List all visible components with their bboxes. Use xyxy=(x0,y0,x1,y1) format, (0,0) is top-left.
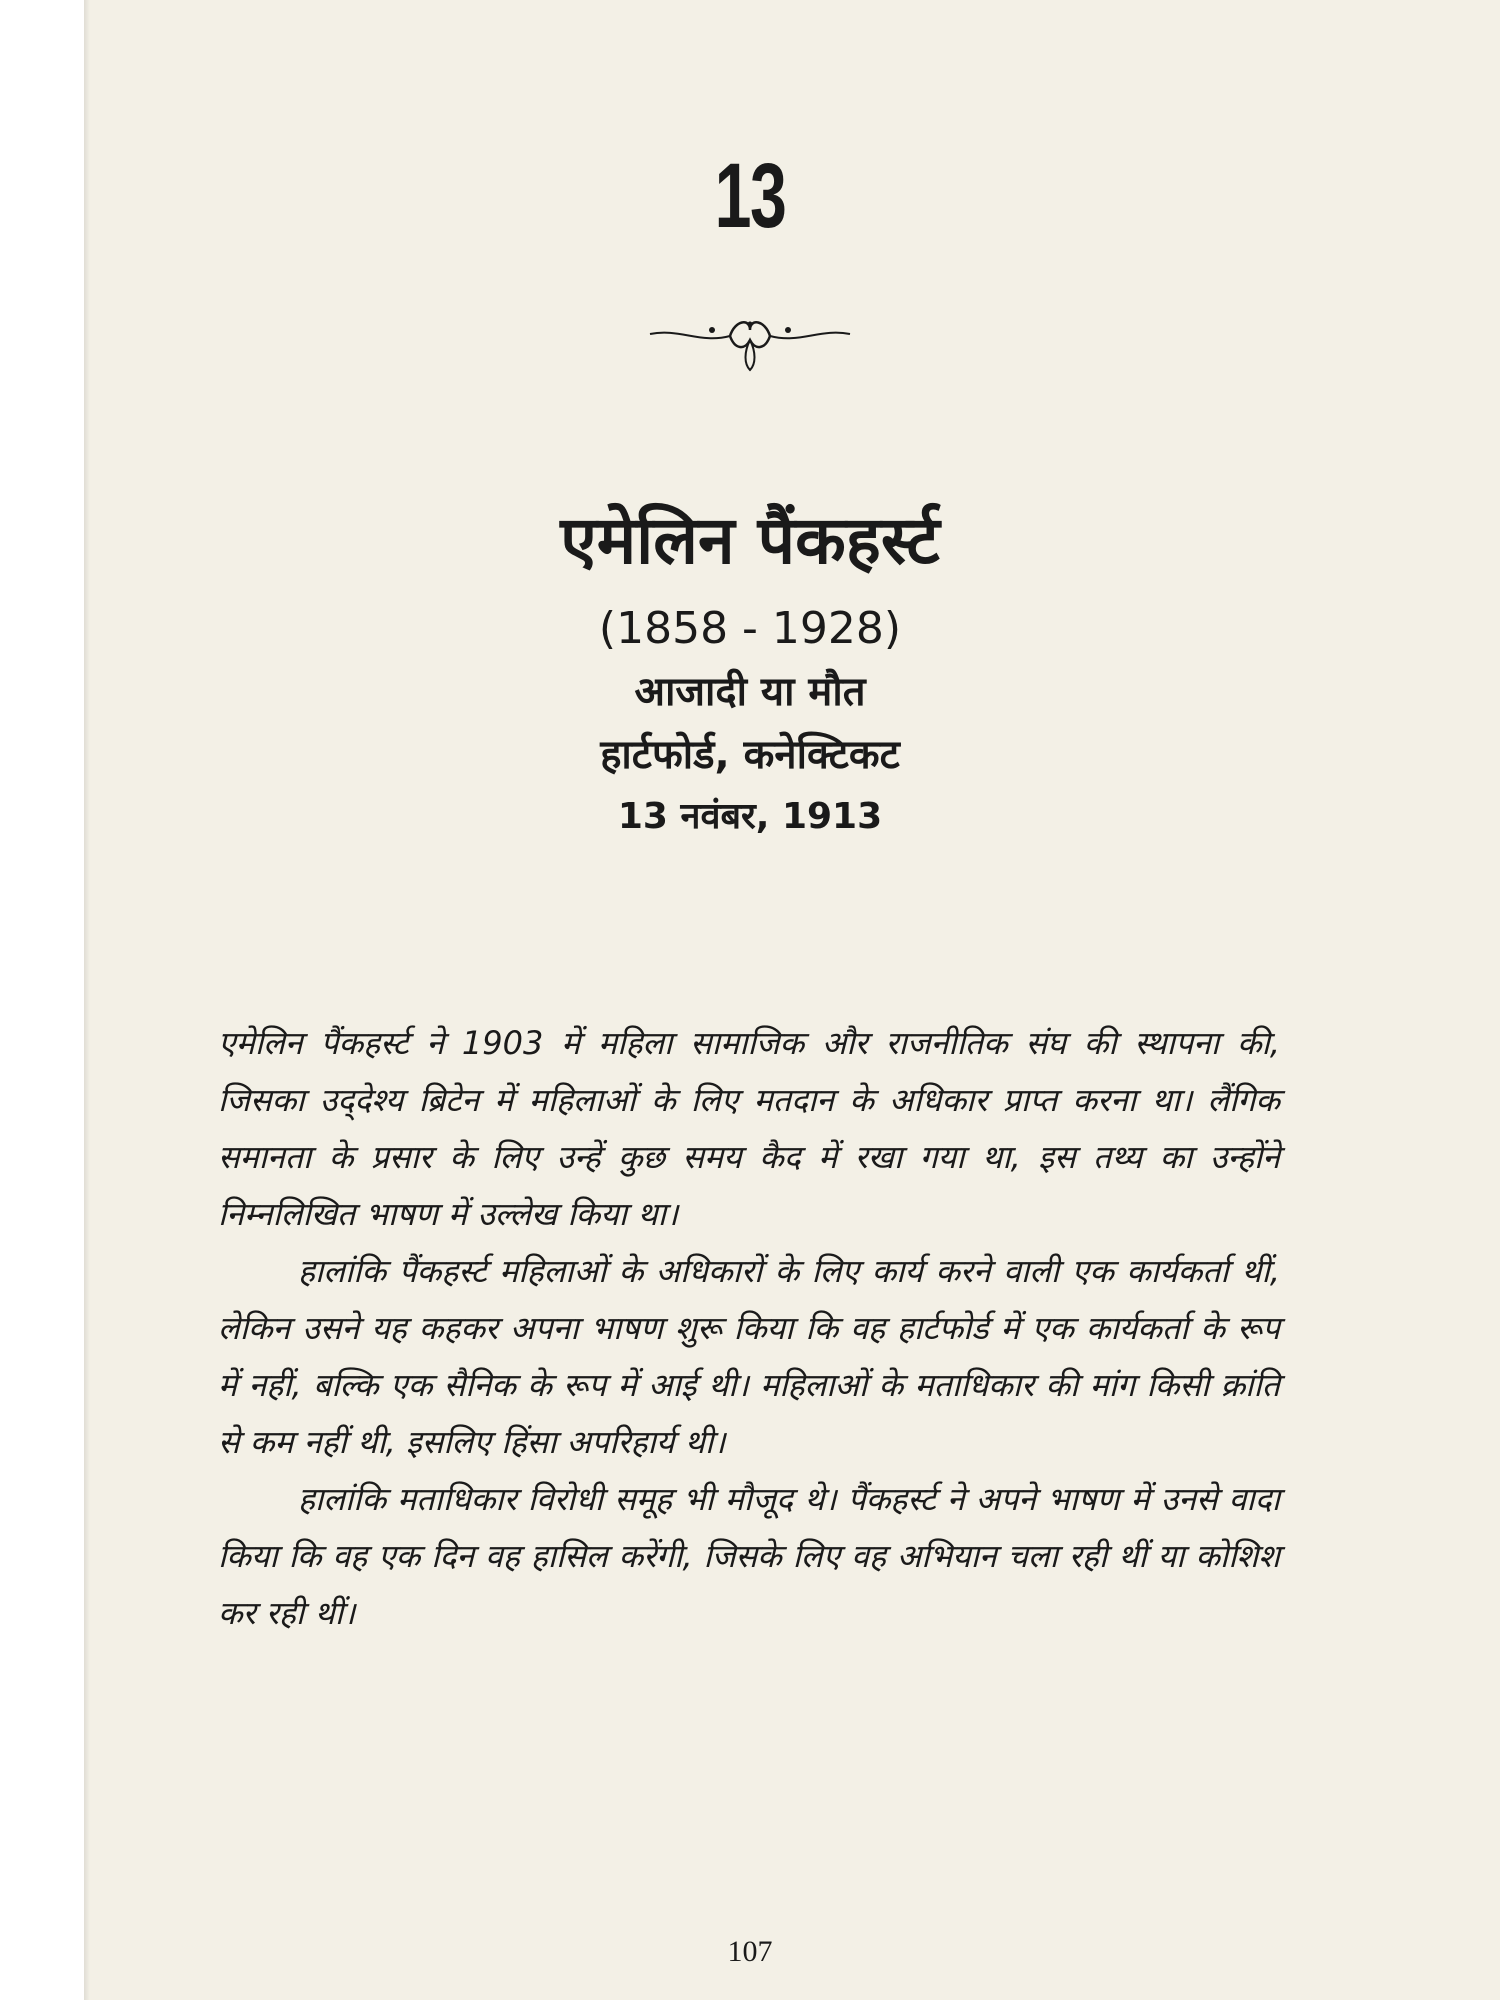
speech-title: आजादी या मौत xyxy=(634,669,866,715)
speech-date: 13 नवंबर, 1913 xyxy=(617,796,883,837)
flourish-ornament-icon xyxy=(640,300,860,380)
page-number: 107 xyxy=(727,1935,773,1968)
paragraph: एमेलिन पैंकहर्स्ट ने 1903 में महिला सामाजिक और राजनीतिक संघ की स्थापना की, जिसका उद्‌देश्य ब्रिटेन में महिलाओं के लिए मतदान के अधिकार प्राप्त करना था। लैंगिक समानता के प्रसार के लिए उन्हें कुछ समय कैद में रखा गया था, इस तथ्य का उन्होंने निम्नलिखित भाषण में उल्लेख किया था। xyxy=(218,1024,1280,1233)
paragraph: हालांकि मताधिकार विरोधी समूह भी मौजूद थे। पैंकहर्स्ट ने अपने भाषण में उनसे वादा किया कि वह एक दिन वह हासिल करेंगी, जिसके लिए वह अभियान चला रही थीं या कोशिश कर रही थीं। xyxy=(218,1480,1280,1632)
chapter-number: 13 xyxy=(714,145,786,247)
chapter-title: एमेलिन पैंकहर्स्ट xyxy=(560,502,940,579)
speech-location: हार्टफोर्ड, कनेक्टिकट xyxy=(600,732,900,778)
lifespan: (1858 - 1928) xyxy=(598,603,902,654)
paragraph: हालांकि पैंकहर्स्ट महिलाओं के अधिकारों के लिए कार्य करने वाली एक कार्यकर्ता थीं, लेकिन उसने यह कहकर अपना भाषण शुरू किया कि वह हार्टफोर्ड में एक कार्यकर्ता के रूप में नहीं, बल्कि एक सैनिक के रूप में आई थी। महिलाओं के मताधिकार की मांग किसी क्रांति से कम नहीं थी, इसलिए हिंसा अपरिहार्य थी। xyxy=(218,1252,1280,1461)
body-text xyxy=(218,1015,1280,1642)
page-edge-shadow xyxy=(84,0,90,2000)
